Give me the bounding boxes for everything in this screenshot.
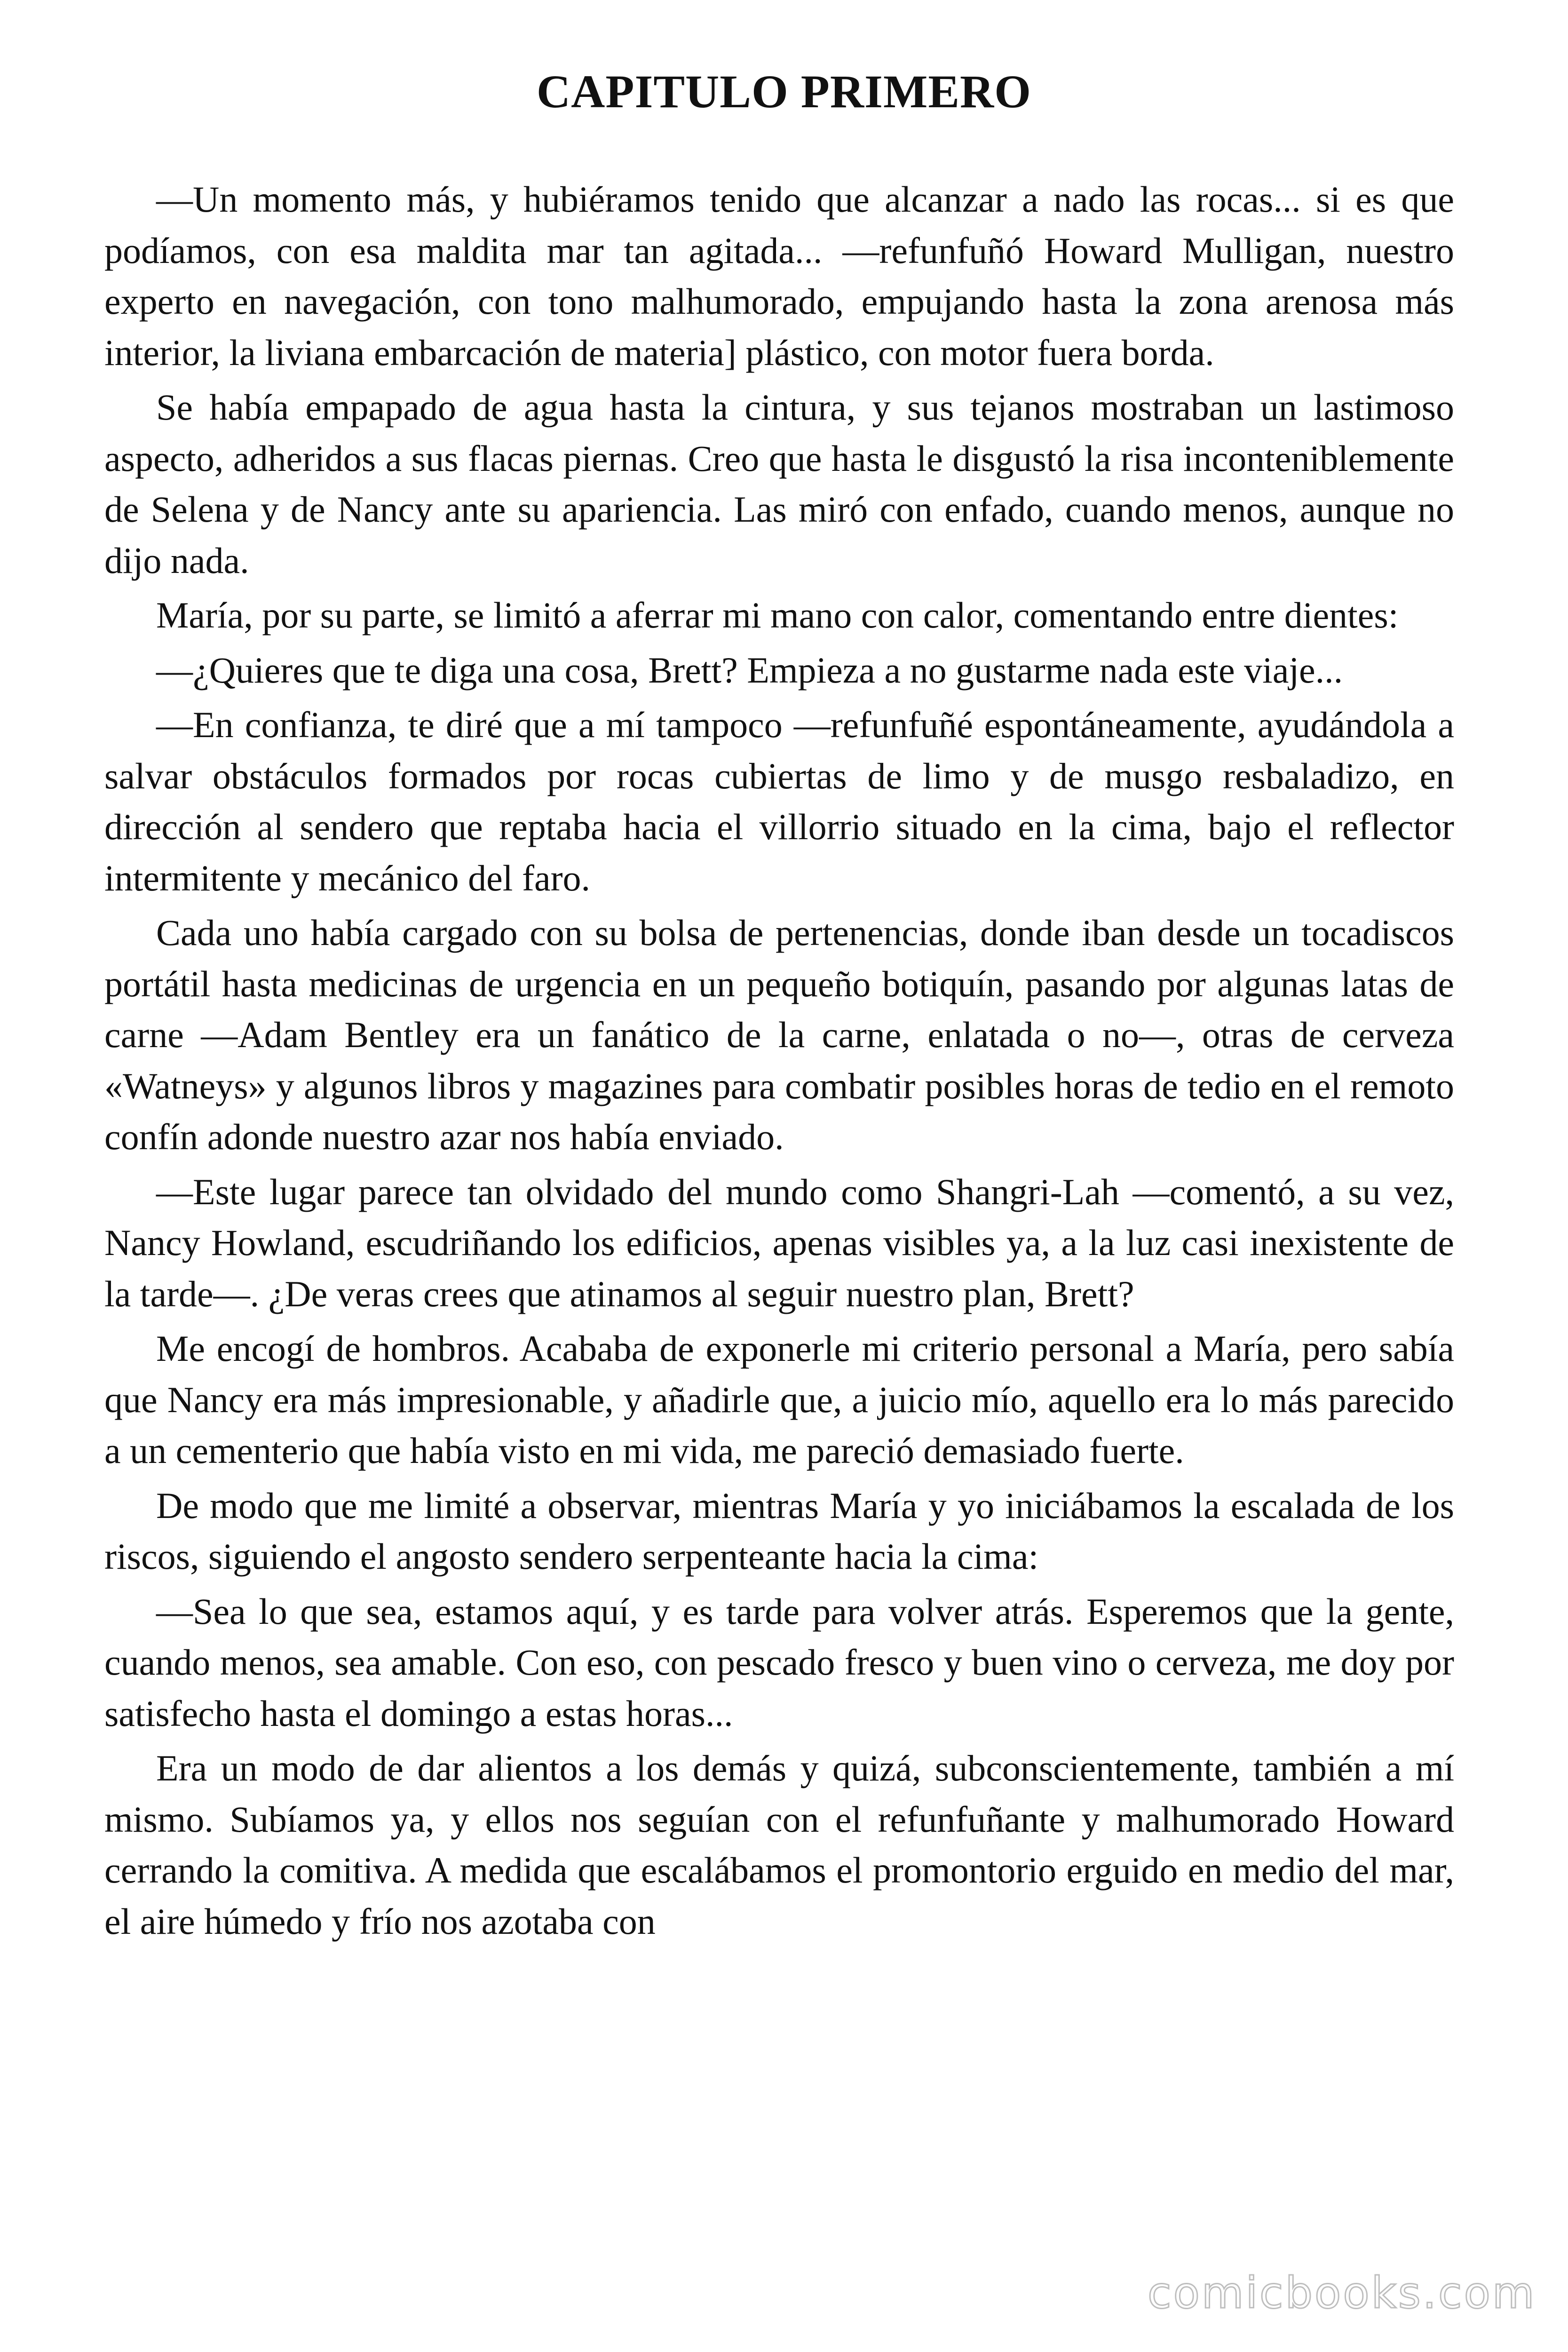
paragraph: Se había empapado de agua hasta la cintura, y sus tejanos mostraban un lastimoso aspecto, adheridos a sus flacas piernas. Creo que hasta le disgustó la risa inconteniblemente de Selena y de Nancy ante su apariencia. Las miró con enfado, cuando menos, aunque no dijo nada.	[104, 387, 1454, 581]
chapter-body	[104, 174, 1454, 1951]
paragraph: —Sea lo que sea, estamos aquí, y es tarde para volver atrás. Esperemos que la gente, cuando menos, sea amable. Con eso, con pescado fresco y buen vino o cerveza, me doy por satisfecho hasta el domingo a estas horas...	[104, 1590, 1454, 1734]
paragraph: Era un modo de dar alientos a los demás y quizá, subconscientemente, también a mí mismo. Subíamos ya, y ellos nos seguían con el refunfuñante y malhumorado Howard cerrando la comitiva. A medida que escalábamos el promontorio erguido en medio del mar, el aire húmedo y frío nos azotaba con	[104, 1748, 1454, 1942]
watermark: comicbooks.com	[1148, 2268, 1536, 2318]
paragraph: —Un momento más, y hubiéramos tenido que alcanzar a nado las rocas... si es que podíamos, con esa maldita mar tan agitada... —refunfuñó Howard Mulligan, nuestro experto en navegación, con tono malhumorado, empujando hasta la zona arenosa más interior, la liviana embarcación de materia] plástico, con motor fuera borda.	[104, 179, 1454, 373]
paragraph: Me encogí de hombros. Acababa de exponerle mi criterio personal a María, pero sabía que Nancy era más impresionable, y añadirle que, a juicio mío, aquello era lo más parecido a un cementerio que había visto en mi vida, me pareció demasiado fuerte.	[104, 1328, 1454, 1471]
chapter-title: CAPITULO PRIMERO	[536, 65, 1032, 118]
paragraph: —¿Quieres que te diga una cosa, Brett? Empieza a no gustarme nada este viaje...	[156, 649, 1343, 691]
paragraph: —En confianza, te diré que a mí tampoco —refunfuñé espontáneamente, ayudándola a salvar obstáculos formados por rocas cubiertas de limo y de musgo resbaladizo, en dirección al sendero que reptaba hacia el villorrio situado en la cima, bajo el reflector intermitente y mecánico del faro.	[104, 704, 1454, 898]
paragraph: María, por su parte, se limitó a aferrar mi mano con calor, comentando entre dientes:	[156, 595, 1399, 636]
paragraph: De modo que me limité a observar, mientras María y yo iniciábamos la escalada de los riscos, siguiendo el angosto sendero serpenteante hacia la cima:	[104, 1485, 1454, 1577]
paragraph: —Este lugar parece tan olvidado del mundo como Shangri-Lah —comentó, a su vez, Nancy Howland, escudriñando los edificios, apenas visibles ya, a la luz casi inexistente de la tarde—. ¿De veras crees que atinamos al seguir nuestro plan, Brett?	[104, 1171, 1454, 1314]
paragraph: Cada uno había cargado con su bolsa de pertenencias, donde iban desde un tocadiscos portátil hasta medicinas de urgencia en un pequeño botiquín, pasando por algunas latas de carne —Adam Bentley era un fanático de la carne, enlatada o no—, otras de cerveza «Watneys» y algunos libros y magazines para combatir posibles horas de tedio en el remoto confín adonde nuestro azar nos había enviado.	[104, 912, 1454, 1157]
